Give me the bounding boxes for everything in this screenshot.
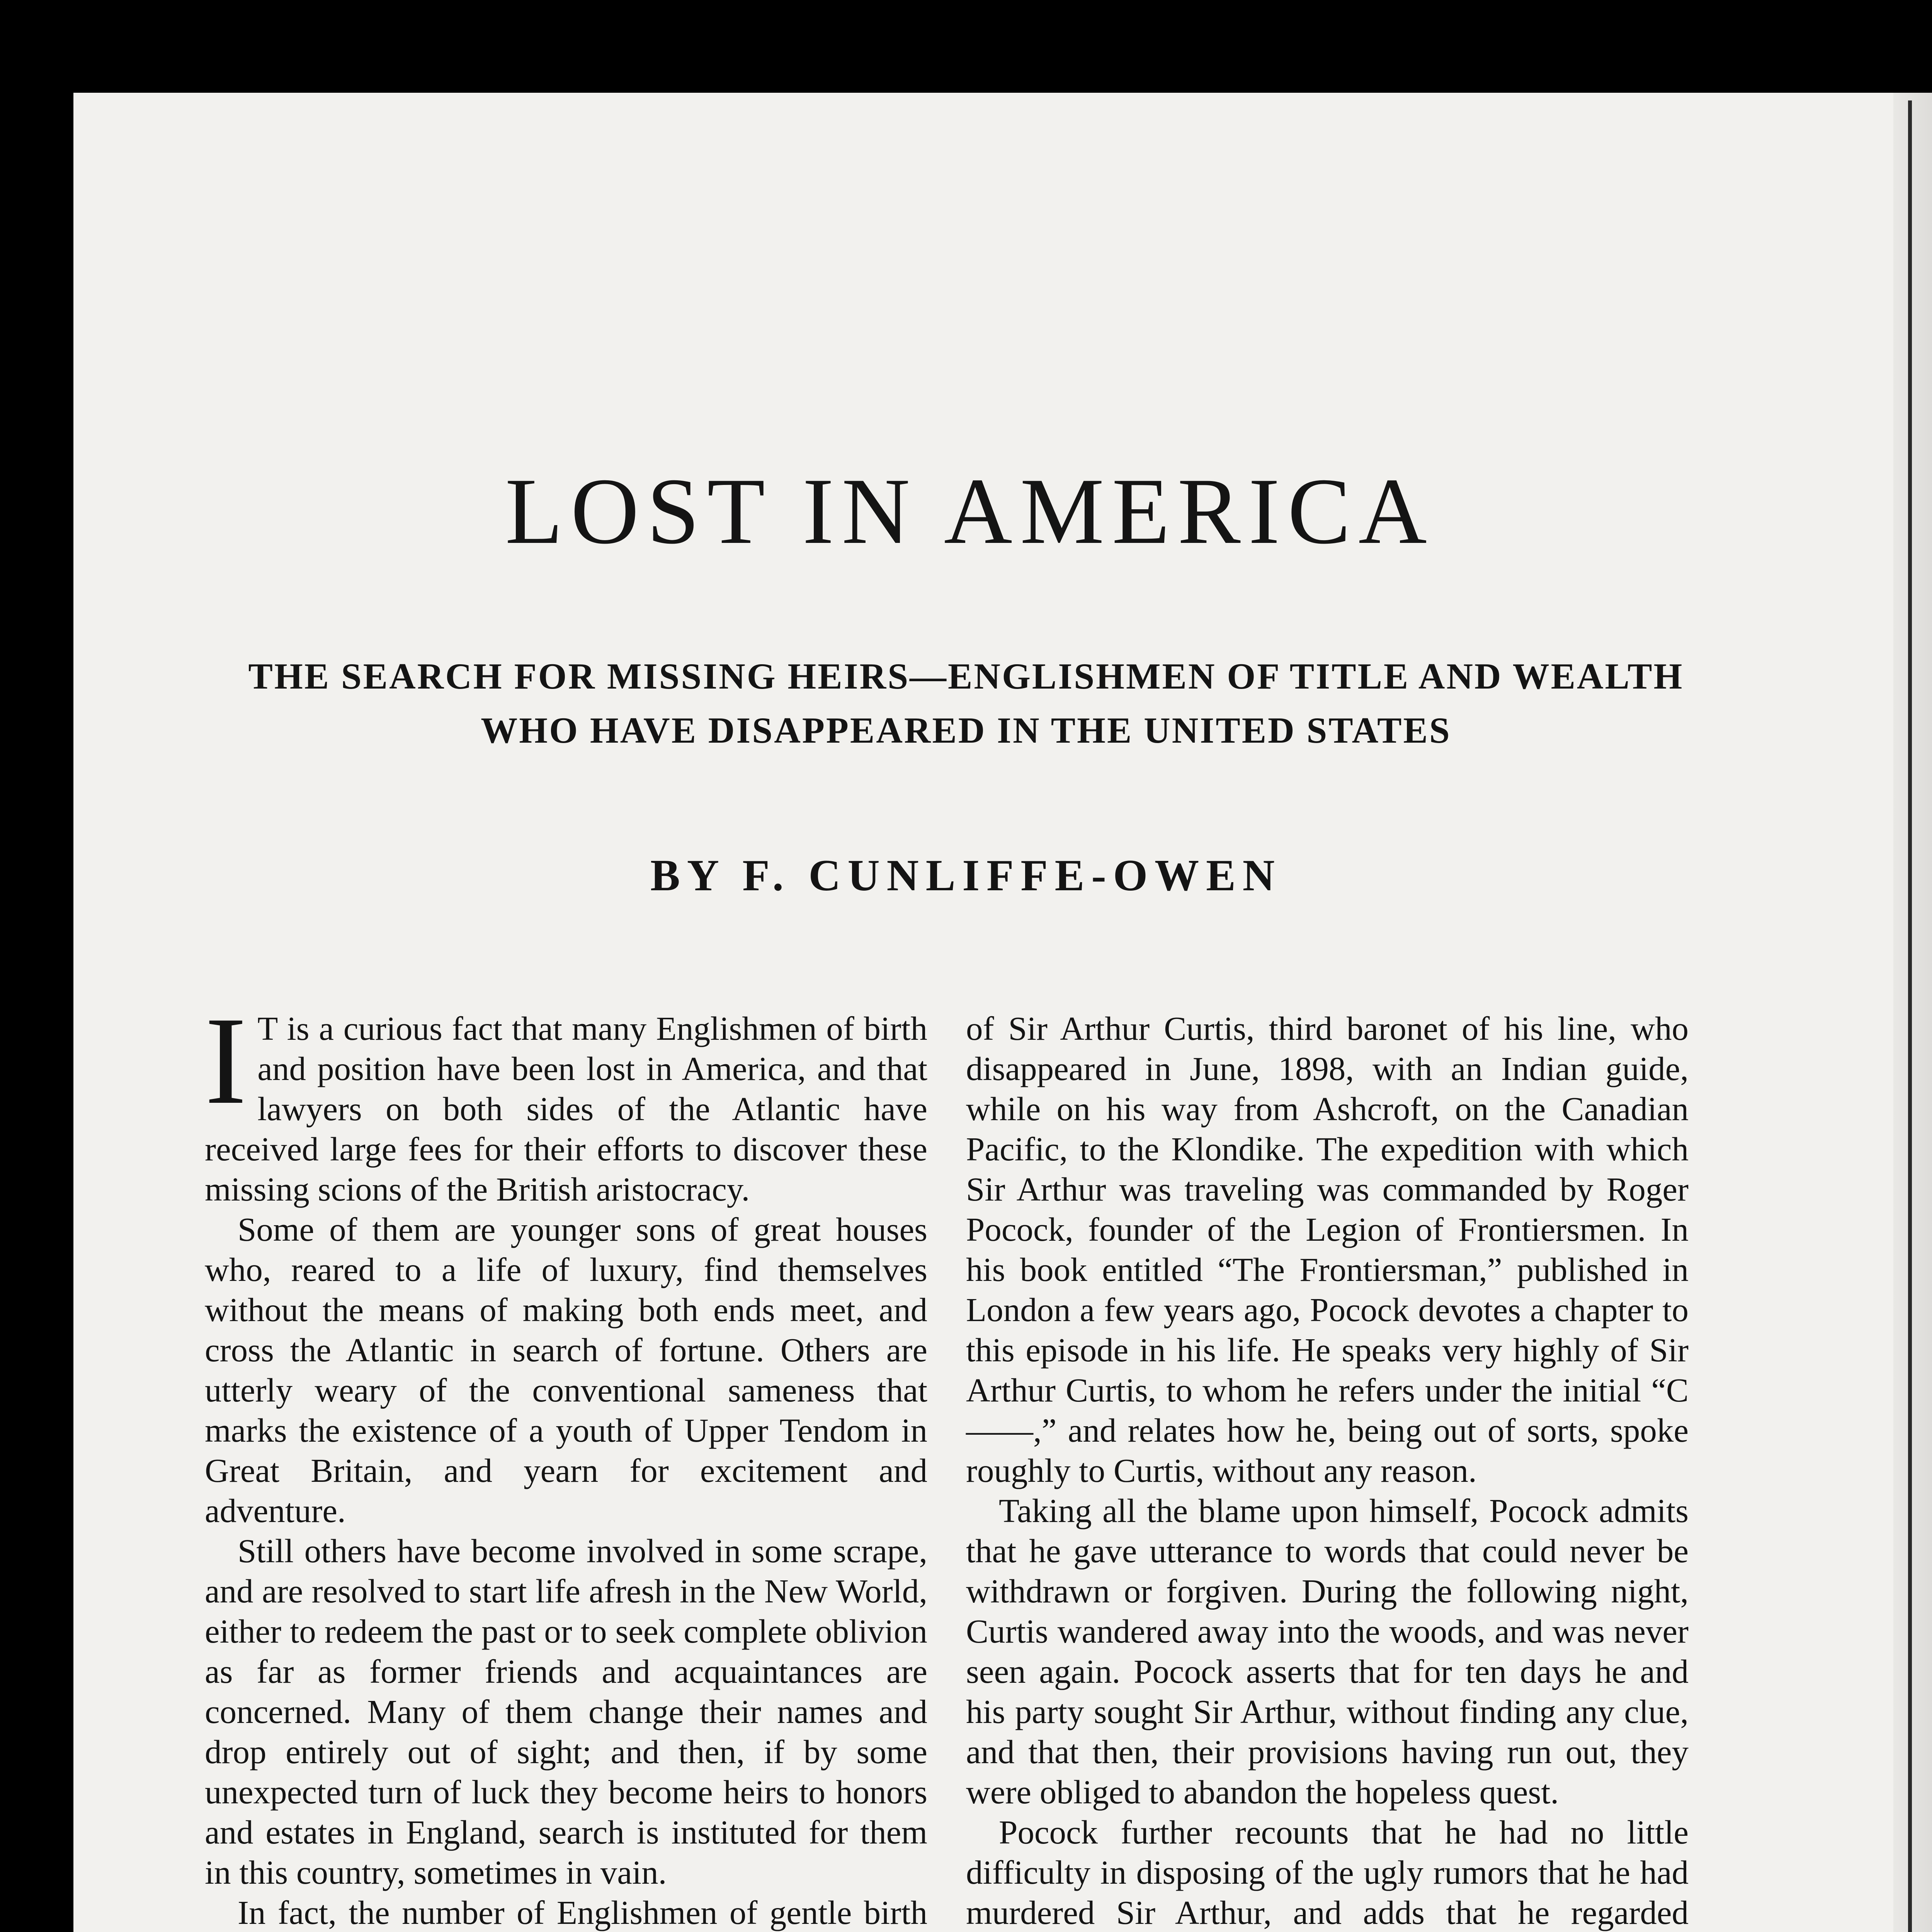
article-subtitle: THE SEARCH FOR MISSING HEIRS—ENGLISHMEN OF TITLE AND WEALTH WHO HAVE DISAPPEARED IN THE UNITED STATES [248,656,1684,751]
right-paragraph-1: of Sir Arthur Curtis, third baronet of his line, who disappeared in June, 1898, with an Indian guide, while on his way from Ashcroft, on the Canadian Pacific, to the Klondike. The expedition with which Sir Arthur was traveling was commanded by Roger Pocock, founder of the Legion of Frontiersmen. In his book entitled “The Frontiersman,” published in London a few years ago, Pocock devotes a chapter to this episode in his life. He speaks very highly of Sir Arthur Curtis, to whom he refers under the initial “C——,” and relates how he, being out of sorts, spoke roughly to Curtis, without any reason. [966,1010,1689,1489]
right-column [966,1009,1689,1932]
left-column [205,991,927,1932]
drop-cap: I [205,991,247,1130]
left-paragraph-1-text: T is a curious fact that many Englishmen of birth and position have been lost in America, and that lawyers on both sides of the Atlantic have received large fees for their efforts to discover these missing scions of the British aristocracy. [205,1010,927,1208]
article-byline: BY F. CUNLIFFE-OWEN [650,851,1282,900]
binding-shadow [1908,100,1912,1932]
article-title: LOST IN AMERICA [505,459,1435,563]
right-paragraph-3: Pocock further recounts that he had no little difficulty in disposing of the ugly rumors that he had murdered Sir Arthur, and adds that he regarded [966,1813,1689,1931]
left-paragraph-1 [205,991,927,1209]
left-paragraph-2: Some of them are younger sons of great houses who, reared to a life of luxury, find themselves without the means of making both ends meet, and cross the Atlantic in search of fortune. Others are utterly weary of the conventional sameness that marks the existence of a youth of Upper Tendom in Great Britain, and yearn for excitement and adventure. [205,1211,927,1529]
right-paragraph-2: Taking all the blame upon himself, Pocock admits that he gave utterance to words that could never be withdrawn or forgiven. During the following night, Curtis wandered away into the woods, and was never seen again. Pocock asserts that for ten days he and his party sought Sir Arthur, without finding any clue, and that then, their provisions having run out, they were obliged to abandon the hopeless quest. [966,1492,1689,1811]
left-paragraph-3: Still others have become involved in some scrape, and are resolved to start life afresh in the New World, either to redeem the past or to seek complete oblivion as far as former friends and acquaintances are concerned. Many of them change their names and drop entirely out of sight; and then, if by some unexpected turn of luck they become heirs to honors and estates in England, search is instituted for them in this country, sometimes in vain. [205,1532,927,1891]
left-paragraph-4: In fact, the number of Englishmen of gentle birth [238,1894,927,1931]
facing-page-edge [1893,93,1932,1932]
